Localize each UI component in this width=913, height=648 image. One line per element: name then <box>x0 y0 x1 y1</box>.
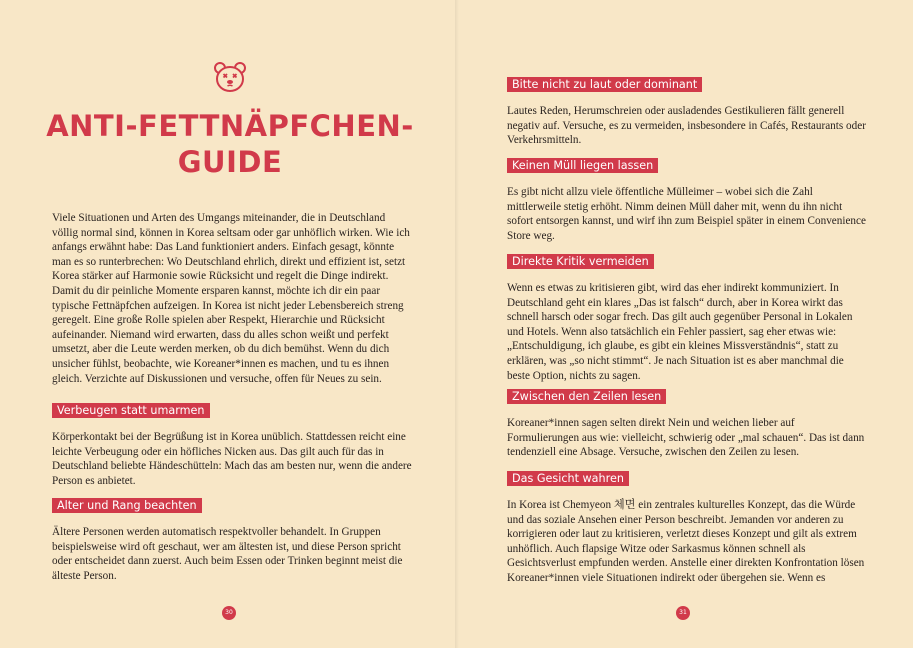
section-heading: Das Gesicht wahren <box>507 471 629 486</box>
section-text: Körperkontakt bei der Begrüßung ist in Korea unüblich. Stattdessen reicht eine leichte Verbeugung oder ein höfliches Nicken aus. Das gilt auch für das in Deutschland beliebte Händeschütteln: Mach das am besten nur, wenn die andere Person es anbietet. <box>52 431 412 487</box>
right-page <box>457 0 913 648</box>
page-number: 30 <box>222 606 236 620</box>
section-text: Lautes Reden, Herumschreien oder ausladendes Gestikulieren fällt generell negativ auf. Versuche, es zu vermeiden, insbesondere in Cafés, Restaurants oder Verkehrsmitteln. <box>507 105 866 147</box>
section-text: Ältere Personen werden automatisch respektvoller behandelt. In Gruppen beispielsweise wird oft geschaut, wer am ältesten ist, und diese Person spricht oder entscheidet dann zuerst. Auch beim Essen oder Trinken beginnt meist die älteste Person. <box>52 526 403 582</box>
left-page <box>0 0 456 648</box>
intro-paragraph: Viele Situationen und Arten des Umgangs miteinander, die in Deutschland völlig normal sind, können in Korea seltsam oder gar unhöflich wirken. Wie ich anfangs erwähnt habe: Das Land funktioniert anders. Einfach gesagt, könnte man es so runterbrechen: Wo Deutschland ehrlich, direkt und effizient ist, setzt Korea stärker auf Harmonie sowie Rücksicht und regelt die Dinge indirekt. Damit du dir peinliche Momente ersparen kannst, möchte ich dir ein paar typische Fettnäpfchen aufzeigen. In Korea ist nicht jeder Lebensbereich streng geregelt. Eine große Rolle spielen aber Respekt, Hierarchie und Rücksicht aufeinander. Niemand wird erwarten, dass du alles schon weißt und perfekt umsetzt, aber die Leute werden merken, ob du dich bemühst. Wenn du dich unsicher fühlst, beobachte, wie Koreaner*innen es machen, und tu es ihnen gleich. Verzichte auf Diskussionen und versuche, offen für Neues zu sein. <box>52 212 410 385</box>
section-text: Es gibt nicht allzu viele öffentliche Mülleimer – wobei sich die Zahl mittlerweile stetig erhöht. Nimm deinen Müll daher mit, wenn du ihn nicht sofort entsorgen kannst, und wirf ihn zum Beispiel später in einem Convenience Store weg. <box>507 186 866 242</box>
section-text: In Korea ist Chemyeon 체면 ein zentrales kulturelles Konzept, das die Würde und das soziale Ansehen einer Person beschreibt. Jemanden vor anderen zu korrigieren oder laut zu kritisieren, verletzt dieses Konzept und gilt als extrem unhöflich. Auch flapsige Witze oder Sarkasmus können schnell als Gesichtsverlust empfunden werden. Anstelle einer direkten Konfrontation lösen Koreaner*innen viele Situationen indirekt oder übergehen sie. Wenn es <box>507 499 865 584</box>
section-heading: Direkte Kritik vermeiden <box>507 254 654 269</box>
section-heading: Bitte nicht zu laut oder dominant <box>507 77 702 92</box>
section-heading: Zwischen den Zeilen lesen <box>507 389 666 404</box>
bear-face-icon <box>213 61 247 93</box>
section-text: Koreaner*innen sagen selten direkt Nein und weichen lieber auf Formulierungen aus wie: vielleicht, schwierig oder „mal schauen“. Das ist dann tendenziell eine Absage. Versuche, zwischen den Zeilen zu lesen. <box>507 417 865 459</box>
page-number: 31 <box>676 606 690 620</box>
section-text: Wenn es etwas zu kritisieren gibt, wird das eher indirekt kommuniziert. In Deutschland geht ein klares „Das ist falsch“ durch, aber in Korea wirkt das schnell harsch oder sogar frech. Das gilt auch gegenüber Personal in Lokalen und Hotels. Wenn also tatsächlich ein Fehler passiert, sag eher etwas wie: „Entschuldigung, ich glaube, es gibt ein kleines Missverständnis“, statt zu erklären, was „so nicht stimmt“. Je nach Situation ist es aber manchmal die beste Option, nichts zu sagen. <box>507 282 853 382</box>
page-title: ANTI-FETTNÄPFCHEN-GUIDE <box>46 109 414 179</box>
section-heading: Keinen Müll liegen lassen <box>507 158 658 173</box>
section-heading: Alter und Rang beachten <box>52 498 202 513</box>
section-heading: Verbeugen statt umarmen <box>52 403 210 418</box>
